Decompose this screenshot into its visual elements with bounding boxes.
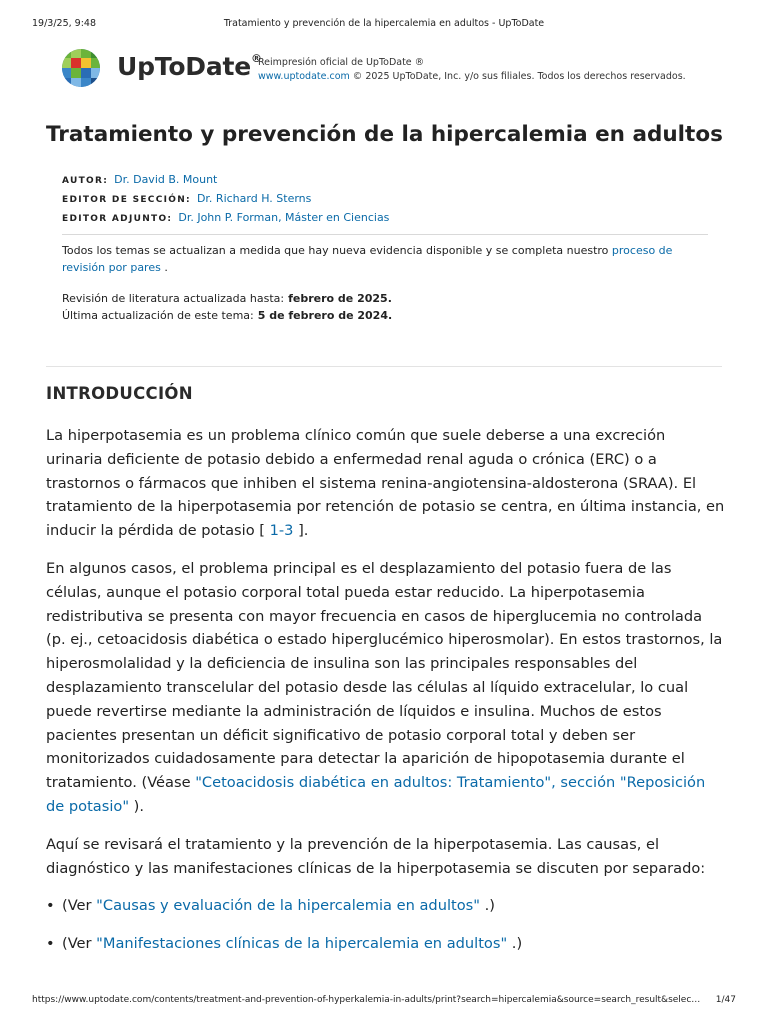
list-item: • (Ver "Manifestaciones clínicas de la hipercalemia en adultos" .) (46, 932, 726, 956)
brand-name: UpToDate® (117, 51, 262, 81)
reprint-info (258, 56, 686, 84)
deputy-editor-link[interactable]: Dr. John P. Forman, Máster en Ciencias (178, 211, 390, 224)
print-date: 19/3/25, 9:48 (32, 18, 96, 29)
article-body (46, 424, 726, 970)
clinical-manifestations-link[interactable]: "Manifestaciones clínicas de la hipercalemia en adultos" (96, 935, 508, 953)
uptodate-logo-icon (61, 48, 101, 88)
dka-treatment-link[interactable]: "Cetoacidosis diabética en adultos: Tratamiento", sección "Reposición de potasio" (46, 774, 706, 815)
credits (62, 171, 389, 228)
paragraph: La hiperpotasemia es un problema clínico común que suele deberse a una excreción urinaria deficiente de potasio debido a enfermedad renal aguda o crónica (ERC) o a trastornos o fármacos que inhiben el sistema renina-angiotensina-aldosterona (SRAA). El tratamiento de la hiperpotasemia por retención de potasio se centra, en última instancia, en inducir la pérdida de potasio [ 1-3 ]. (46, 427, 725, 540)
reference-link[interactable]: 1-3 (269, 522, 294, 540)
registered-mark: ® (251, 51, 262, 65)
review-dates (62, 290, 392, 324)
divider (46, 366, 722, 367)
update-notice: Todos los temas se actualizan a medida que hay nueva evidencia disponible y se completa nuestro proceso de revisión por pares . (62, 244, 673, 274)
last-update-date: Última actualización de este tema: 5 de febrero de 2024. (62, 309, 393, 322)
literature-review-date: Revisión de literatura actualizada hasta: febrero de 2025. (62, 292, 392, 305)
see-also-list (46, 894, 726, 956)
reprint-line: Reimpresión oficial de UpToDate ® (258, 57, 425, 68)
print-url: https://www.uptodate.com/contents/treatment-and-prevention-of-hyperkalemia-in-adults/print?search=hipercalemia&source=search_result&selec… (32, 995, 701, 1005)
page-number: 1/47 (715, 995, 736, 1005)
section-heading: INTRODUCCIÓN (46, 384, 193, 403)
author-link[interactable]: Dr. David B. Mount (114, 173, 218, 186)
article-title: Tratamiento y prevención de la hipercalemia en adultos (46, 122, 723, 147)
bullet: • (46, 897, 55, 915)
divider (62, 234, 708, 235)
section-editor-link[interactable]: Dr. Richard H. Sterns (196, 192, 312, 205)
list-item: • (Ver "Causas y evaluación de la hipercalemia en adultos" .) (46, 894, 726, 918)
peer-review-link[interactable]: proceso de revisión por pares (62, 244, 673, 274)
causes-evaluation-link[interactable]: "Causas y evaluación de la hipercalemia en adultos" (96, 897, 480, 915)
credit-section-editor: EDITOR DE SECCIÓN: Dr. Richard H. Sterns (62, 192, 312, 205)
copyright-text: © 2025 UpToDate, Inc. y/o sus filiales. Todos los derechos reservados. (349, 71, 686, 82)
credit-author: AUTOR: Dr. David B. Mount (62, 173, 218, 186)
paragraph: Aquí se revisará el tratamiento y la prevención de la hiperpotasemia. Las causas, el diagnóstico y las manifestaciones clínicas de la hiperpotasemia se discuten por separado: (46, 835, 706, 877)
website-link[interactable]: www.uptodate.com (258, 71, 350, 82)
print-header (0, 0, 768, 29)
bullet: • (46, 935, 55, 953)
print-title: Tratamiento y prevención de la hipercalemia en adultos - UpToDate (223, 18, 545, 29)
paragraph: En algunos casos, el problema principal es el desplazamiento del potasio fuera de las células, aunque el potasio corporal total pueda estar reducido. La hiperpotasemia redistributiva se presenta con mayor frecuencia en casos de hiperglucemia no controlada (p. ej., cetoacidosis diabética o estado hiperglucémico hiperosmolar). En estos trastornos, la hiperosmolalidad y la deficiencia de insulina son las principales responsables del desplazamiento transcelular del potasio desde las células al líquido extracelular, lo cual puede revertirse mediante la administración de líquidos e insulina. Muchos de estos pacientes presentan un déficit significativo de potasio corporal total y deben ser monitorizados cuidadosamente para detectar la aparición de hipopotasemia durante el tratamiento. (Véase "Cetoacidosis diabética en adultos: Tratamiento", sección "Reposición de potasio" ). (46, 559, 723, 815)
credit-deputy-editor: EDITOR ADJUNTO: Dr. John P. Forman, Máster en Ciencias (62, 211, 390, 224)
